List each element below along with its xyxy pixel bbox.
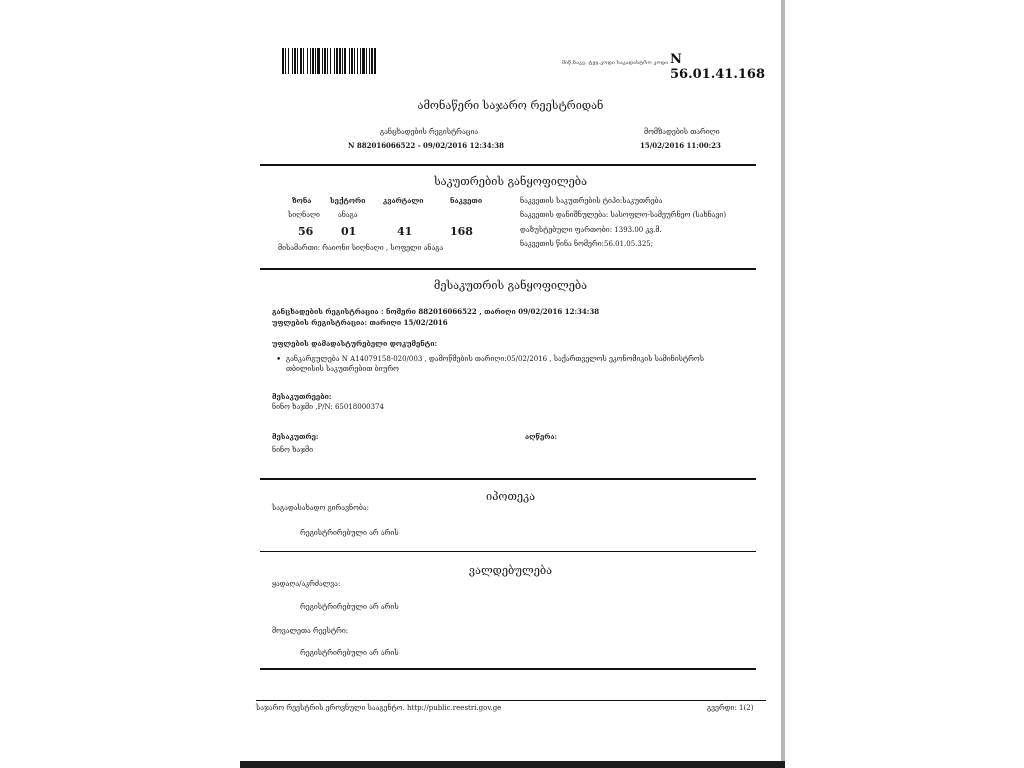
footer-page-number: გვერდი: 1(2) bbox=[707, 704, 754, 712]
sector-value: 01 bbox=[341, 225, 357, 238]
basis-item-continued: თბილისის საკუთრებით ბიურო bbox=[286, 365, 399, 373]
property-info-prev-number: ნაკვეთის წინა ნომერი:56.01.05.325; bbox=[520, 240, 654, 248]
registry-title: ამონაწერი საჯარო რეესტრიდან bbox=[417, 99, 604, 112]
barcode-stripe bbox=[376, 48, 377, 74]
prep-date-value: 15/02/2016 11:00:23 bbox=[640, 141, 721, 150]
sector-subtitle: ანაგა bbox=[338, 211, 358, 219]
cadastral-code-caption: მიწ.ნაკვ. ტეჲ.კოდი საკადასტრო კოდი bbox=[562, 60, 669, 66]
description-label: აღწერა: bbox=[525, 432, 558, 441]
tax-lien-label: საგადასახადო გირავნობა: bbox=[272, 504, 370, 512]
property-info-area: დაზუსტებული ფართობი: 1393.00 კვ.მ. bbox=[520, 226, 662, 234]
page-bottom-edge bbox=[240, 761, 785, 768]
viewer-background-right bbox=[781, 0, 1024, 768]
parcel-value: 168 bbox=[450, 225, 473, 238]
owners-value: ნინო ხაჯმი ,P/N: 65018000374 bbox=[272, 403, 384, 411]
prep-date-label: მომზადების თარიღი bbox=[644, 128, 720, 136]
quarter-value: 41 bbox=[397, 225, 413, 238]
page-shadow bbox=[781, 0, 785, 768]
col-quarter-label: კვარტალი bbox=[383, 196, 424, 205]
debtors-label: მოვალეთა რეესტრი: bbox=[272, 627, 349, 635]
seizure-value: რეგისტრირებული არ არის bbox=[300, 603, 399, 611]
property-info-purpose: ნაკვეთის დანიშნულება: სასოფლო-სამეურნეო (სახნავი) bbox=[520, 211, 727, 219]
footer-divider bbox=[256, 700, 766, 701]
section-divider bbox=[260, 551, 756, 552]
footer-agency: საჯარო რეესტრის ეროვნული სააგენტო. http://public.reestri.gov.ge bbox=[256, 704, 502, 712]
owner-value: ნინო ხაჯმი bbox=[272, 446, 313, 454]
owners-label: მესაკუთრეები: bbox=[272, 392, 332, 401]
col-zone-label: ზონა bbox=[292, 196, 312, 205]
cadastral-code: N 56.01.41.168 bbox=[670, 52, 765, 82]
debts-heading: ვალდებულება bbox=[468, 564, 553, 577]
property-heading: საკუთრების განყოფილება bbox=[433, 175, 588, 188]
owner-label: მესაკუთრე: bbox=[272, 432, 319, 441]
zone-value: 56 bbox=[298, 225, 314, 238]
section-divider bbox=[260, 668, 756, 670]
property-address: მისამართი: რაიონი სიღნაღი , სოფელი ანაგა bbox=[278, 244, 444, 252]
section-divider bbox=[260, 478, 756, 480]
barcode bbox=[282, 48, 462, 74]
basis-item: • განკარგულება N A14079158-020/003 , დამოწმების თარიღი:05/02/2016 , საქართველოს ეკონომიკის სამინისტროს bbox=[286, 355, 704, 363]
section-divider bbox=[260, 268, 756, 270]
tax-lien-value: რეგისტრირებული არ არის bbox=[300, 529, 399, 537]
document-page bbox=[240, 0, 781, 761]
application-reg-value: N 882016066522 - 09/02/2016 12:34:38 bbox=[348, 141, 504, 150]
owner-heading: მესაკუთრის განყოფილება bbox=[433, 279, 588, 292]
zone-subtitle: სიღნაღი bbox=[288, 211, 320, 219]
basis-label: უფლების დამადასტურებელი დოკუმენტი: bbox=[272, 339, 438, 348]
application-reg-label: განცხადების რეგისტრაცია bbox=[380, 128, 479, 136]
section-divider bbox=[260, 164, 756, 166]
col-parcel-label: ნაკვეთი bbox=[450, 196, 483, 205]
owner-right-reg-line: უფლების რეგისტრაცია: თარიღი 15/02/2016 bbox=[272, 318, 448, 327]
property-info-type: ნაკვეთის საკუთრების ტიპი:საკუთრება bbox=[520, 197, 663, 205]
mortgage-heading: იპოთეკა bbox=[485, 490, 536, 503]
seizure-label: ყადაღა/აკრძალვა: bbox=[272, 580, 341, 588]
debtors-value: რეგისტრირებული არ არის bbox=[300, 649, 399, 657]
col-sector-label: სექტორი bbox=[330, 196, 366, 205]
viewer-background-left bbox=[0, 0, 240, 768]
owner-application-line: განცხადების რეგისტრაცია : ნომერი 882016066522 , თარიღი 09/02/2016 12:34:38 bbox=[272, 307, 600, 316]
